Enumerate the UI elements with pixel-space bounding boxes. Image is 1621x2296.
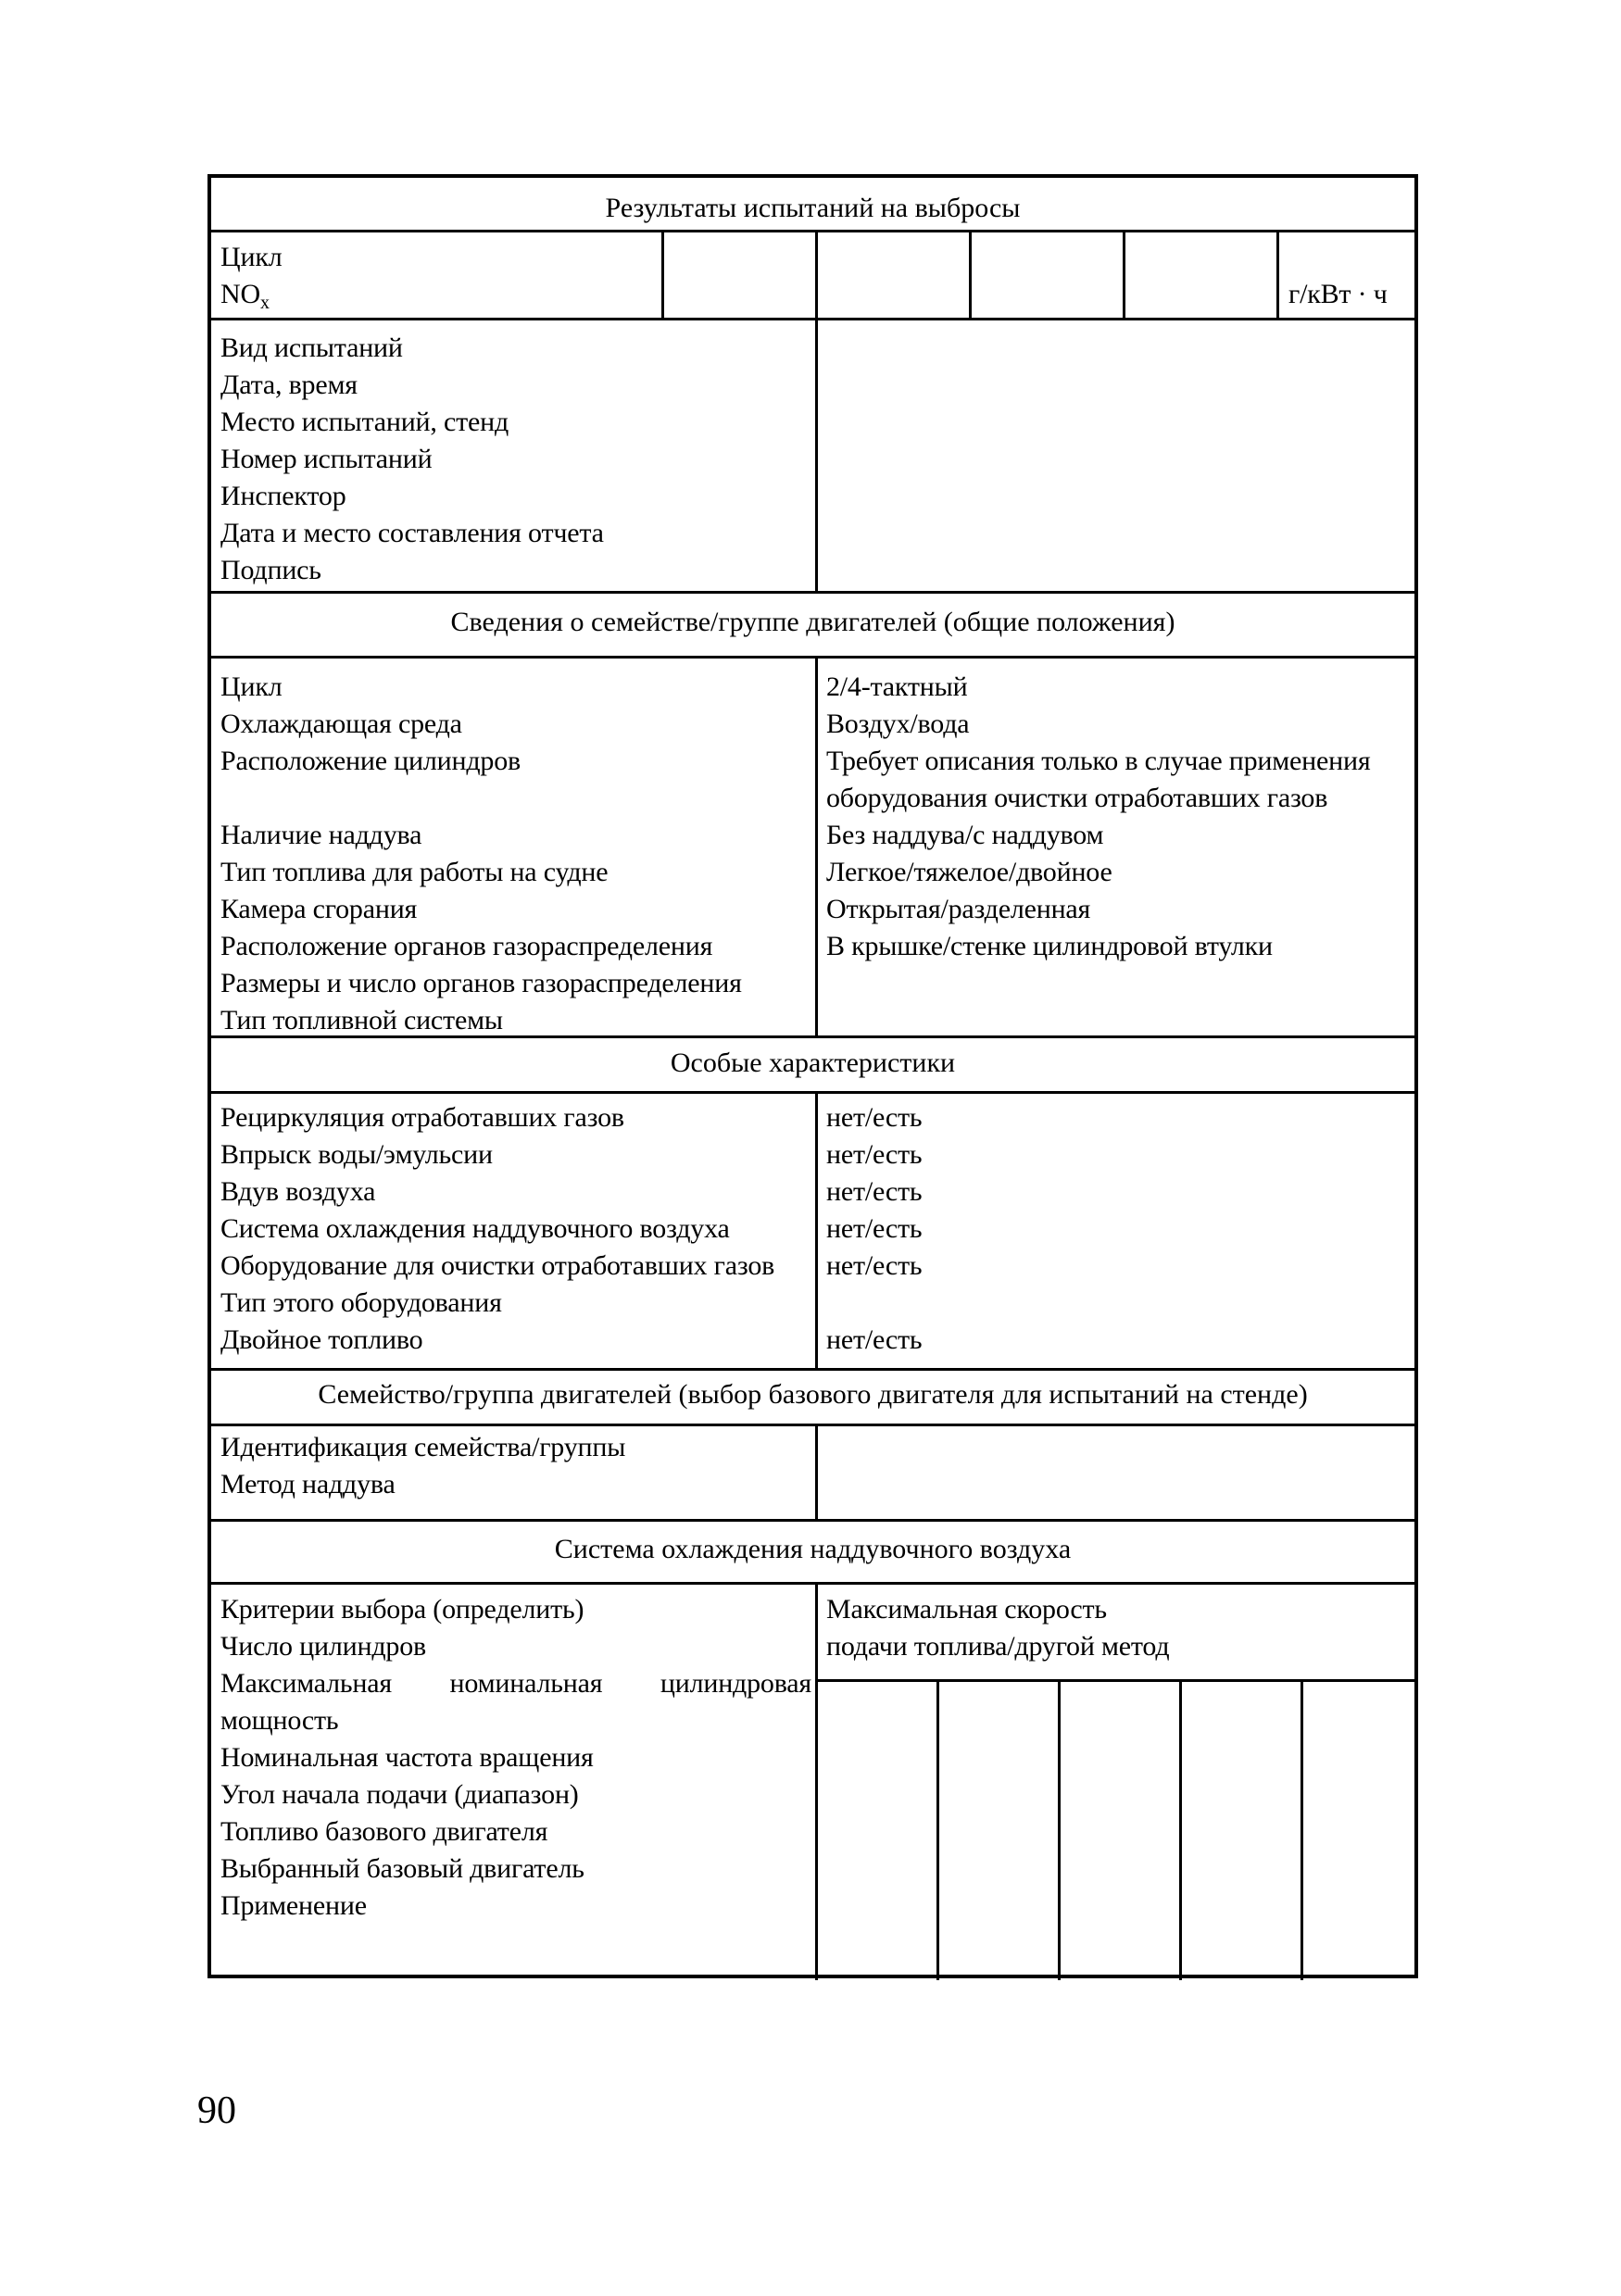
divider	[815, 230, 818, 318]
emission-test-form	[207, 174, 1418, 1978]
special-label: Оборудование для очистки отработавших газов	[220, 1250, 775, 1281]
general-value: Без наддува/с наддувом	[826, 820, 1104, 850]
divider	[211, 1035, 1414, 1038]
general-value: В крышке/стенке цилиндровой втулки	[826, 931, 1273, 961]
general-section-title: Сведения о семействе/группе двигателей (общие положения)	[450, 607, 1175, 637]
cooling-labels	[220, 1591, 811, 1925]
test-number-label: Номер испытаний	[220, 444, 433, 474]
test-info-labels	[220, 330, 604, 589]
general-label: Камера сгорания	[220, 894, 418, 924]
general-label: Охлаждающая среда	[220, 709, 462, 739]
special-value	[826, 1285, 922, 1322]
divider	[815, 1424, 818, 1519]
test-location-label: Место испытаний, стенд	[220, 407, 509, 437]
emissions-section-title: Результаты испытаний на выбросы	[605, 193, 1021, 223]
divider	[211, 1582, 1414, 1585]
divider	[815, 656, 818, 1035]
special-value: нет/есть	[826, 1213, 923, 1244]
divider	[211, 1519, 1414, 1522]
general-value: Легкое/тяжелое/двойное	[826, 857, 1112, 887]
special-labels	[220, 1099, 774, 1359]
cooling-label: Применение	[220, 1890, 367, 1921]
divider	[969, 230, 972, 318]
general-label: Тип топливной системы	[220, 1005, 503, 1035]
page-number: 90	[197, 2089, 236, 2132]
divider	[1123, 230, 1125, 318]
general-labels	[220, 669, 742, 1039]
divider	[211, 230, 1414, 232]
divider	[211, 1091, 1414, 1094]
divider	[1058, 1679, 1061, 1980]
test-type-label: Вид испытаний	[220, 332, 403, 363]
divider	[936, 1679, 939, 1980]
special-value: нет/есть	[826, 1176, 923, 1207]
special-label: Вдув воздуха	[220, 1176, 376, 1207]
date-time-label: Дата, время	[220, 370, 358, 400]
general-label: Цикл	[220, 671, 283, 702]
divider	[815, 1679, 1414, 1682]
family-section-title: Семейство/группа двигателей (выбор базового двигателя для испытаний на стенде)	[318, 1379, 1308, 1410]
special-label: Двойное топливо	[220, 1324, 423, 1355]
cooling-label: Критерии выбора (определить)	[220, 1594, 584, 1625]
family-id-label: Идентификация семейства/группы	[220, 1432, 626, 1462]
cooling-label: Топливо базового двигателя	[220, 1816, 548, 1847]
unit-label: г/кВт · ч	[1288, 279, 1388, 309]
report-date-place-label: Дата и место составления отчета	[220, 518, 604, 548]
cooling-label: Число цилиндров	[220, 1631, 426, 1662]
special-section-title: Особые характеристики	[670, 1048, 956, 1078]
general-label: Наличие наддува	[220, 820, 422, 850]
general-value: Воздух/вода	[826, 709, 970, 739]
general-value: 2/4-тактный	[826, 671, 968, 702]
special-label: Система охлаждения наддувочного воздуха	[220, 1213, 730, 1244]
special-label: Рециркуляция отработавших газов	[220, 1102, 624, 1133]
divider	[815, 1582, 818, 1980]
divider	[1301, 1679, 1303, 1980]
divider	[1276, 230, 1279, 318]
divider	[211, 318, 1414, 320]
cooling-label: мощность	[220, 1705, 339, 1736]
special-value: нет/есть	[826, 1324, 923, 1355]
general-value: Открытая/разделенная	[826, 894, 1091, 924]
general-value: Требует описания только в случае применения	[826, 746, 1371, 776]
cycle-label: Цикл	[220, 242, 283, 272]
general-value: оборудования очистки отработавших газов	[826, 783, 1328, 813]
inspector-label: Инспектор	[220, 481, 346, 511]
divider	[815, 318, 818, 591]
divider	[211, 591, 1414, 594]
cooling-label: Угол начала подачи (диапазон)	[220, 1779, 579, 1810]
divider	[211, 656, 1414, 659]
special-value: нет/есть	[826, 1102, 923, 1133]
divider	[1179, 1679, 1182, 1980]
special-values	[826, 1099, 922, 1359]
cooling-section-title: Система охлаждения наддувочного воздуха	[554, 1534, 1072, 1564]
special-label: Впрыск воды/эмульсии	[220, 1139, 493, 1170]
nox-label: $NO_x$	[220, 279, 270, 313]
boost-method-label: Метод наддува	[220, 1469, 396, 1499]
max-fuel-rate-label: подачи топлива/другой метод	[826, 1631, 1170, 1662]
general-label: Тип топлива для работы на судне	[220, 857, 609, 887]
general-label: Расположение цилиндров	[220, 746, 521, 776]
signature-label: Подпись	[220, 555, 321, 585]
cycle-nox-labels	[220, 239, 282, 313]
divider	[815, 1091, 818, 1368]
general-label	[220, 780, 742, 817]
cooling-label: Номинальная частота вращения	[220, 1742, 594, 1773]
divider	[211, 1424, 1414, 1426]
divider	[661, 230, 664, 318]
cooling-label: Максимальная номинальная цилиндровая	[220, 1668, 811, 1699]
special-value: нет/есть	[826, 1250, 923, 1281]
general-label: Размеры и число органов газораспределения	[220, 968, 742, 998]
cooling-right-header	[826, 1591, 1169, 1665]
divider	[211, 1368, 1414, 1371]
general-values	[826, 669, 1370, 965]
special-value: нет/есть	[826, 1139, 923, 1170]
max-fuel-rate-label: Максимальная скорость	[826, 1594, 1107, 1625]
general-label: Расположение органов газораспределения	[220, 931, 713, 961]
special-label: Тип этого оборудования	[220, 1287, 502, 1318]
cooling-label: Выбранный базовый двигатель	[220, 1853, 584, 1884]
family-labels	[220, 1429, 625, 1503]
